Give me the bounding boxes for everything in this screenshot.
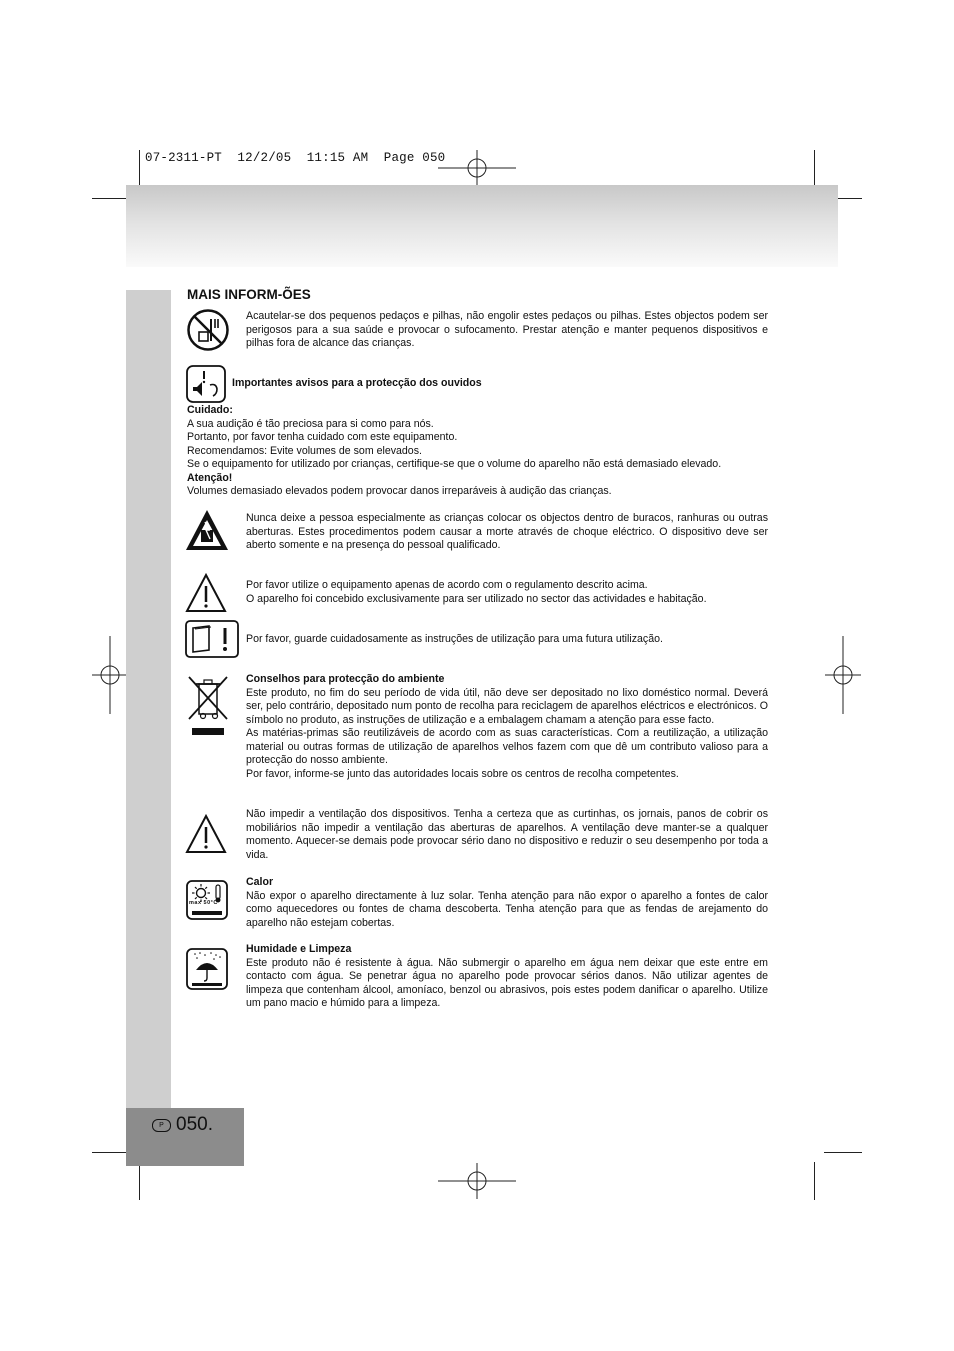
humidity-umbrella-icon bbox=[186, 948, 228, 990]
caution-line: Recomendamos: Evite volumes de som elevados. bbox=[187, 444, 422, 457]
no-small-parts-icon bbox=[186, 308, 230, 352]
caution-line: A sua audição é tão preciosa para si como para nós. bbox=[187, 417, 434, 430]
caution-line: Portanto, por favor tenha cuidado com este equipamento. bbox=[187, 431, 458, 443]
hearing-heading: Importantes avisos para a protecção dos ouvidos bbox=[232, 377, 482, 389]
language-badge: P bbox=[152, 1119, 171, 1132]
page-number bbox=[152, 1114, 213, 1136]
registration-mark-icon bbox=[92, 636, 128, 714]
environment-section bbox=[246, 673, 768, 781]
page-number-text: 050. bbox=[176, 1114, 213, 1135]
environment-paragraph: Este produto, no fim do seu período de vida útil, não deve ser depositado no lixo doméstico normal. Deverá ser, pelo contrário, depositado num ponto de recolha para reciclagem de aparelhos eléctricos e electrónicos. O símbolo no produto, as instruções de utilização e a embalagem chamam a atenção para esse facto. bbox=[246, 686, 768, 726]
crop-mark bbox=[139, 1162, 140, 1200]
hearing-details bbox=[187, 404, 768, 499]
keep-manual-text: Por favor, guarde cuidadosamente as instruções de utilização para uma futura utilização. bbox=[246, 633, 663, 645]
crop-mark bbox=[139, 150, 140, 188]
attention-text: Volumes demasiado elevados podem provocar danos irreparáveis à audição das crianças. bbox=[187, 485, 612, 497]
header-band bbox=[126, 185, 838, 267]
manual-icon bbox=[185, 620, 239, 658]
crop-mark bbox=[92, 1152, 130, 1153]
registration-mark-icon bbox=[438, 150, 516, 186]
heat-icon-label: max 50°C bbox=[189, 900, 218, 906]
weee-bin-icon bbox=[186, 674, 230, 738]
section-title: MAIS INFORM-ÕES bbox=[187, 287, 311, 302]
caution-line: Se o equipamento for utilizado por crianças, certifique-se que o volume do aparelho não está demasiado elevado. bbox=[187, 458, 722, 470]
caution-label: Cuidado: bbox=[187, 404, 233, 416]
usage-text bbox=[246, 579, 768, 606]
warning-triangle-icon bbox=[185, 572, 227, 614]
environment-paragraph: Por favor, informe-se junto das autoridades locais sobre os centros de recolha competentes. bbox=[246, 767, 679, 780]
registration-mark-icon bbox=[438, 1163, 516, 1199]
heat-text: Não expor o aparelho directamente à luz solar. Tenha atenção para não expor o aparelho a fontes de calor como aquecedores ou fontes de chama descoberta. Tenha atenção para que as fendas de arejamento do aparelho não estejam cobertas. bbox=[246, 889, 768, 929]
heat-heading: Calor bbox=[246, 876, 274, 888]
environment-paragraph: As matérias-primas são reutilizáveis de acordo com as suas características. Com a reutilização, a utilização material ou outras formas de utilização de aparelhos velhos fazem com que dê um contributo valioso para a protecção do nosso ambiente. bbox=[246, 727, 768, 766]
usage-line: Por favor utilize o equipamento apenas de acordo com o regulamento descrito acima. bbox=[246, 579, 648, 591]
attention-label: Atenção! bbox=[187, 471, 233, 484]
crop-mark bbox=[92, 198, 130, 199]
humidity-heading: Humidade e Limpeza bbox=[246, 943, 352, 955]
ventilation-text: Não impedir a ventilação dos dispositivos. Tenha a certeza que as curtinhas, os jornais, panos de cobrir os mobiliários não impedir a ventilação das aberturas de aparelhos. A ventilação deve manter-se a qualquer momento. Aquecer-se demais pode provocar sério dano no dispositivo e reduzir o seu desempenho por toda a vida. bbox=[246, 808, 768, 861]
humidity-text: Este produto não é resistente à água. Não submergir o aparelho em água nem deixar que este entre em contacto com água. Se penetrar água no aparelho pode provocar sérios danos. Não utilizar agentes de limpeza que contenham álcool, amoníaco, benzol ou abrasivos, pois estes podem danificar o aparelho. Utilize um pano macio e húmido para a limpeza. bbox=[246, 956, 768, 1009]
openings-text: Nunca deixe a pessoa especialmente as crianças colocar os objectos dentro de buracos, ranhuras ou outras aberturas. Estes procedimentos podem causar a morte através de choque eléctrico. O dispositivo deve ser aberto somente e na presença do pessoal qualificado. bbox=[246, 512, 768, 551]
registration-mark-icon bbox=[825, 636, 861, 714]
crop-mark bbox=[814, 150, 815, 188]
crop-mark bbox=[824, 1152, 862, 1153]
crop-mark bbox=[814, 1162, 815, 1200]
environment-heading: Conselhos para protecção do ambiente bbox=[246, 673, 445, 685]
electric-shock-warning-icon bbox=[184, 508, 230, 552]
heat-section bbox=[246, 876, 768, 930]
humidity-section bbox=[246, 943, 768, 1011]
small-parts-text: Acautelar-se dos pequenos pedaços e pilhas, não engolir estes pedaços ou pilhas. Estes objectos podem ser perigosos para a sua saúde e provocar o sufocamento. Prestar atenção e manter pequenos dispositivos e pilhas fora de alcance das crianças. bbox=[246, 310, 768, 349]
side-strip bbox=[126, 290, 171, 1108]
usage-line: O aparelho foi concebido exclusivamente para ser utilizado no sector das actividades e habitação. bbox=[246, 592, 707, 605]
hearing-warning-icon bbox=[186, 365, 226, 403]
warning-triangle-icon bbox=[185, 813, 227, 855]
print-slug: 07-2311-PT 12/2/05 11:15 AM Page 050 bbox=[145, 151, 446, 165]
